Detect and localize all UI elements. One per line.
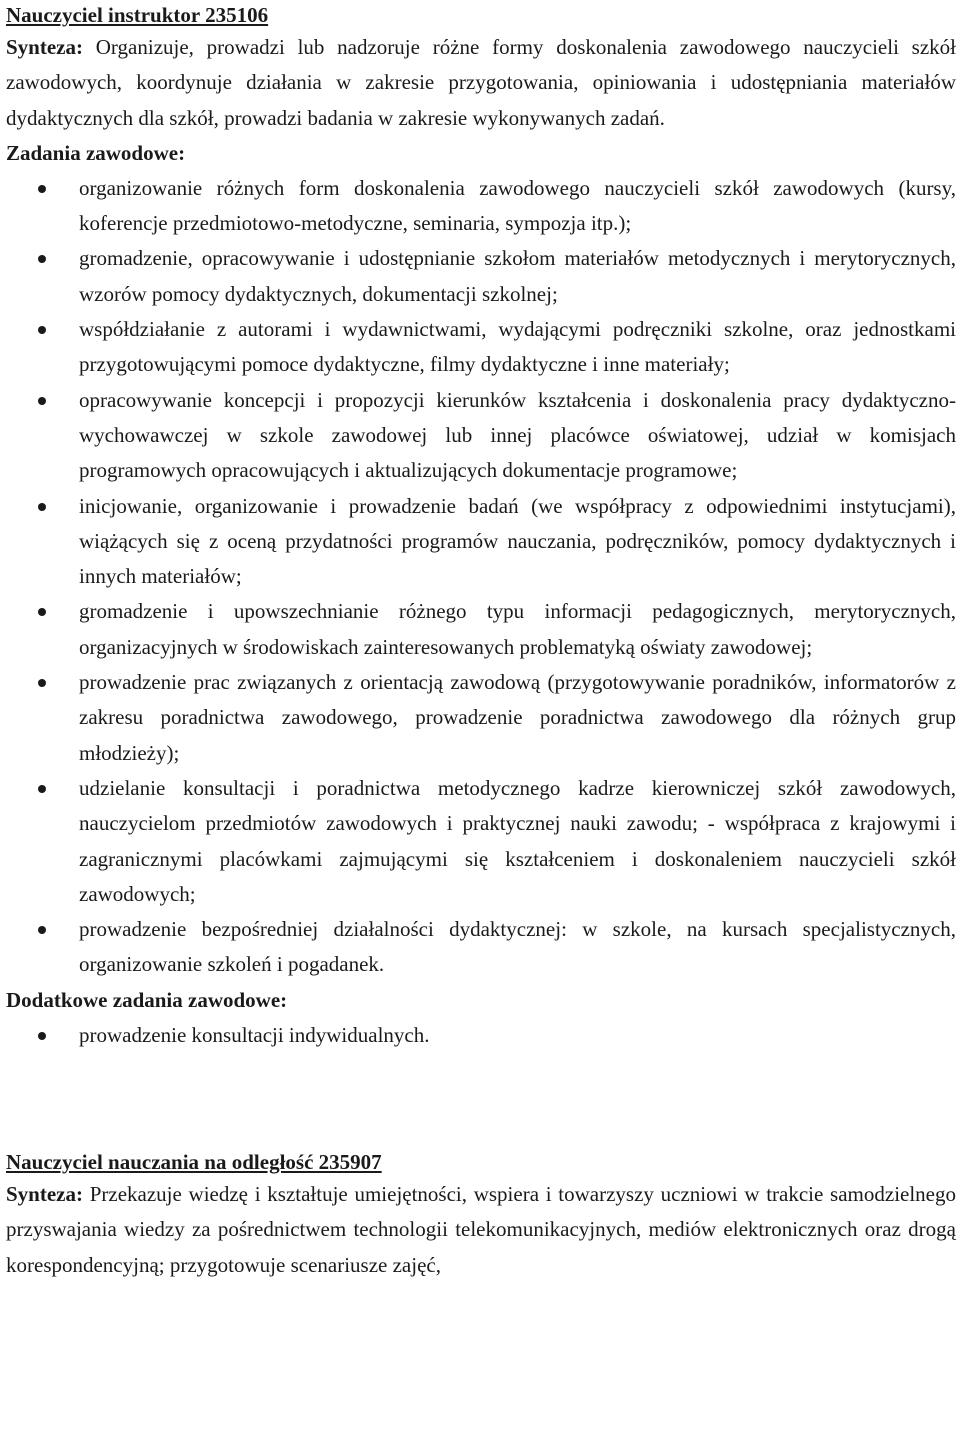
bullet-icon — [38, 255, 46, 263]
bullet-icon — [38, 185, 46, 193]
task-text: prowadzenie bezpośredniej działalności dydaktycznej: w szkole, na kursach specjalistycznych, organizowanie szkoleń i pogadanek. — [79, 917, 956, 977]
task-text: współdziałanie z autorami i wydawnictwami, wydającymi podręczniki szkolne, oraz jednostkami przygotowującymi pomoce dydaktyczne, filmy dydaktyczne i inne materiały; — [79, 317, 956, 377]
bullet-icon — [38, 926, 46, 934]
list-item — [6, 312, 956, 383]
bullet-icon — [38, 679, 46, 687]
list-item — [6, 241, 956, 312]
section-2-title: Nauczyciel nauczania na odległość 235907 — [6, 1150, 382, 1175]
list-item — [6, 665, 956, 771]
list-item — [6, 383, 956, 489]
list-item — [6, 771, 956, 912]
list-item — [6, 171, 956, 242]
bullet-icon — [38, 785, 46, 793]
task-text: opracowywanie koncepcji i propozycji kierunków kształcenia i doskonalenia pracy dydaktyczno-wychowawczej w szkole zawodowej lub innej placówce oświatowej, udział w komisjach programowych opracowujących i aktualizujących dokumentacje programowe; — [79, 387, 956, 483]
task-text: gromadzenie, opracowywanie i udostępnianie szkołom materiałów metodycznych i merytorycznych, wzorów pomocy dydaktycznych, dokumentacji szkolnej; — [79, 246, 956, 306]
section-1-synteza — [6, 30, 956, 136]
extra-tasks-list — [6, 1018, 956, 1053]
tasks-heading: Zadania zawodowe: — [6, 140, 186, 165]
synteza-label: Synteza: — [6, 1182, 83, 1207]
list-item — [6, 594, 956, 665]
task-text: organizowanie różnych form doskonalenia zawodowego nauczycieli szkół zawodowych (kursy, koferencje przedmiotowo-metodyczne, seminaria, sympozja itp.); — [79, 175, 956, 236]
tasks-list — [6, 171, 956, 983]
synteza-text: Przekazuje wiedzę i kształtuje umiejętności, wspiera i towarzyszy uczniowi w trakcie samodzielnego przyswajania wiedzy za pośrednictwem technologii telekomunikacyjnych, mediów elektronicznych oraz drogą korespondencyjną; przygotowuje scenariusze zajęć, — [6, 1182, 956, 1277]
task-text: prowadzenie prac związanych z orientacją zawodową (przygotowywanie poradników, informatorów z zakresu poradnictwa zawodowego, prowadzenie poradnictwa zawodowego dla różnych grup młodzieży); — [79, 670, 956, 765]
list-item — [6, 1018, 956, 1053]
list-item — [6, 489, 956, 595]
bullet-icon — [38, 326, 46, 334]
document-page — [6, 0, 956, 1283]
bullet-icon — [38, 608, 46, 616]
synteza-text: Organizuje, prowadzi lub nadzoruje różne formy doskonalenia zawodowego nauczycieli szkół zawodowych, koordynuje działania w zakresie przygotowania, opiniowania i udostępniania materiałów dydaktycznych dla szkół, prowadzi badania w zakresie wykonywanych zadań. — [6, 35, 956, 130]
section-2-synteza — [6, 1177, 956, 1283]
bullet-icon — [38, 1032, 46, 1040]
synteza-label: Synteza: — [6, 35, 83, 59]
extra-task-text: prowadzenie konsultacji indywidualnych. — [79, 1022, 430, 1047]
bullet-icon — [38, 503, 46, 511]
section-spacer — [6, 1053, 956, 1147]
extra-tasks-heading: Dodatkowe zadania zawodowe: — [6, 987, 288, 1012]
bullet-icon — [38, 397, 46, 405]
task-text: gromadzenie i upowszechnianie różnego typu informacji pedagogicznych, merytorycznych, organizacyjnych w środowiskach zainteresowanych problematyką oświaty zawodowej; — [79, 599, 956, 659]
task-text: inicjowanie, organizowanie i prowadzenie badań (we współpracy z odpowiednimi instytucjami), wiążących się z oceną przydatności programów nauczania, podręczników, pomocy dydaktycznych i innych materiałów; — [79, 493, 956, 589]
task-text: udzielanie konsultacji i poradnictwa metodycznego kadrze kierowniczej szkół zawodowych, nauczycielom przedmiotów zawodowych i praktycznej nauki zawodu; - współpraca z krajowymi i zagranicznymi placówkami zajmującymi się kształceniem i doskonaleniem nauczycieli szkół zawodowych; — [79, 775, 956, 906]
section-1-title: Nauczyciel instruktor 235106 — [6, 3, 269, 27]
list-item — [6, 912, 956, 983]
